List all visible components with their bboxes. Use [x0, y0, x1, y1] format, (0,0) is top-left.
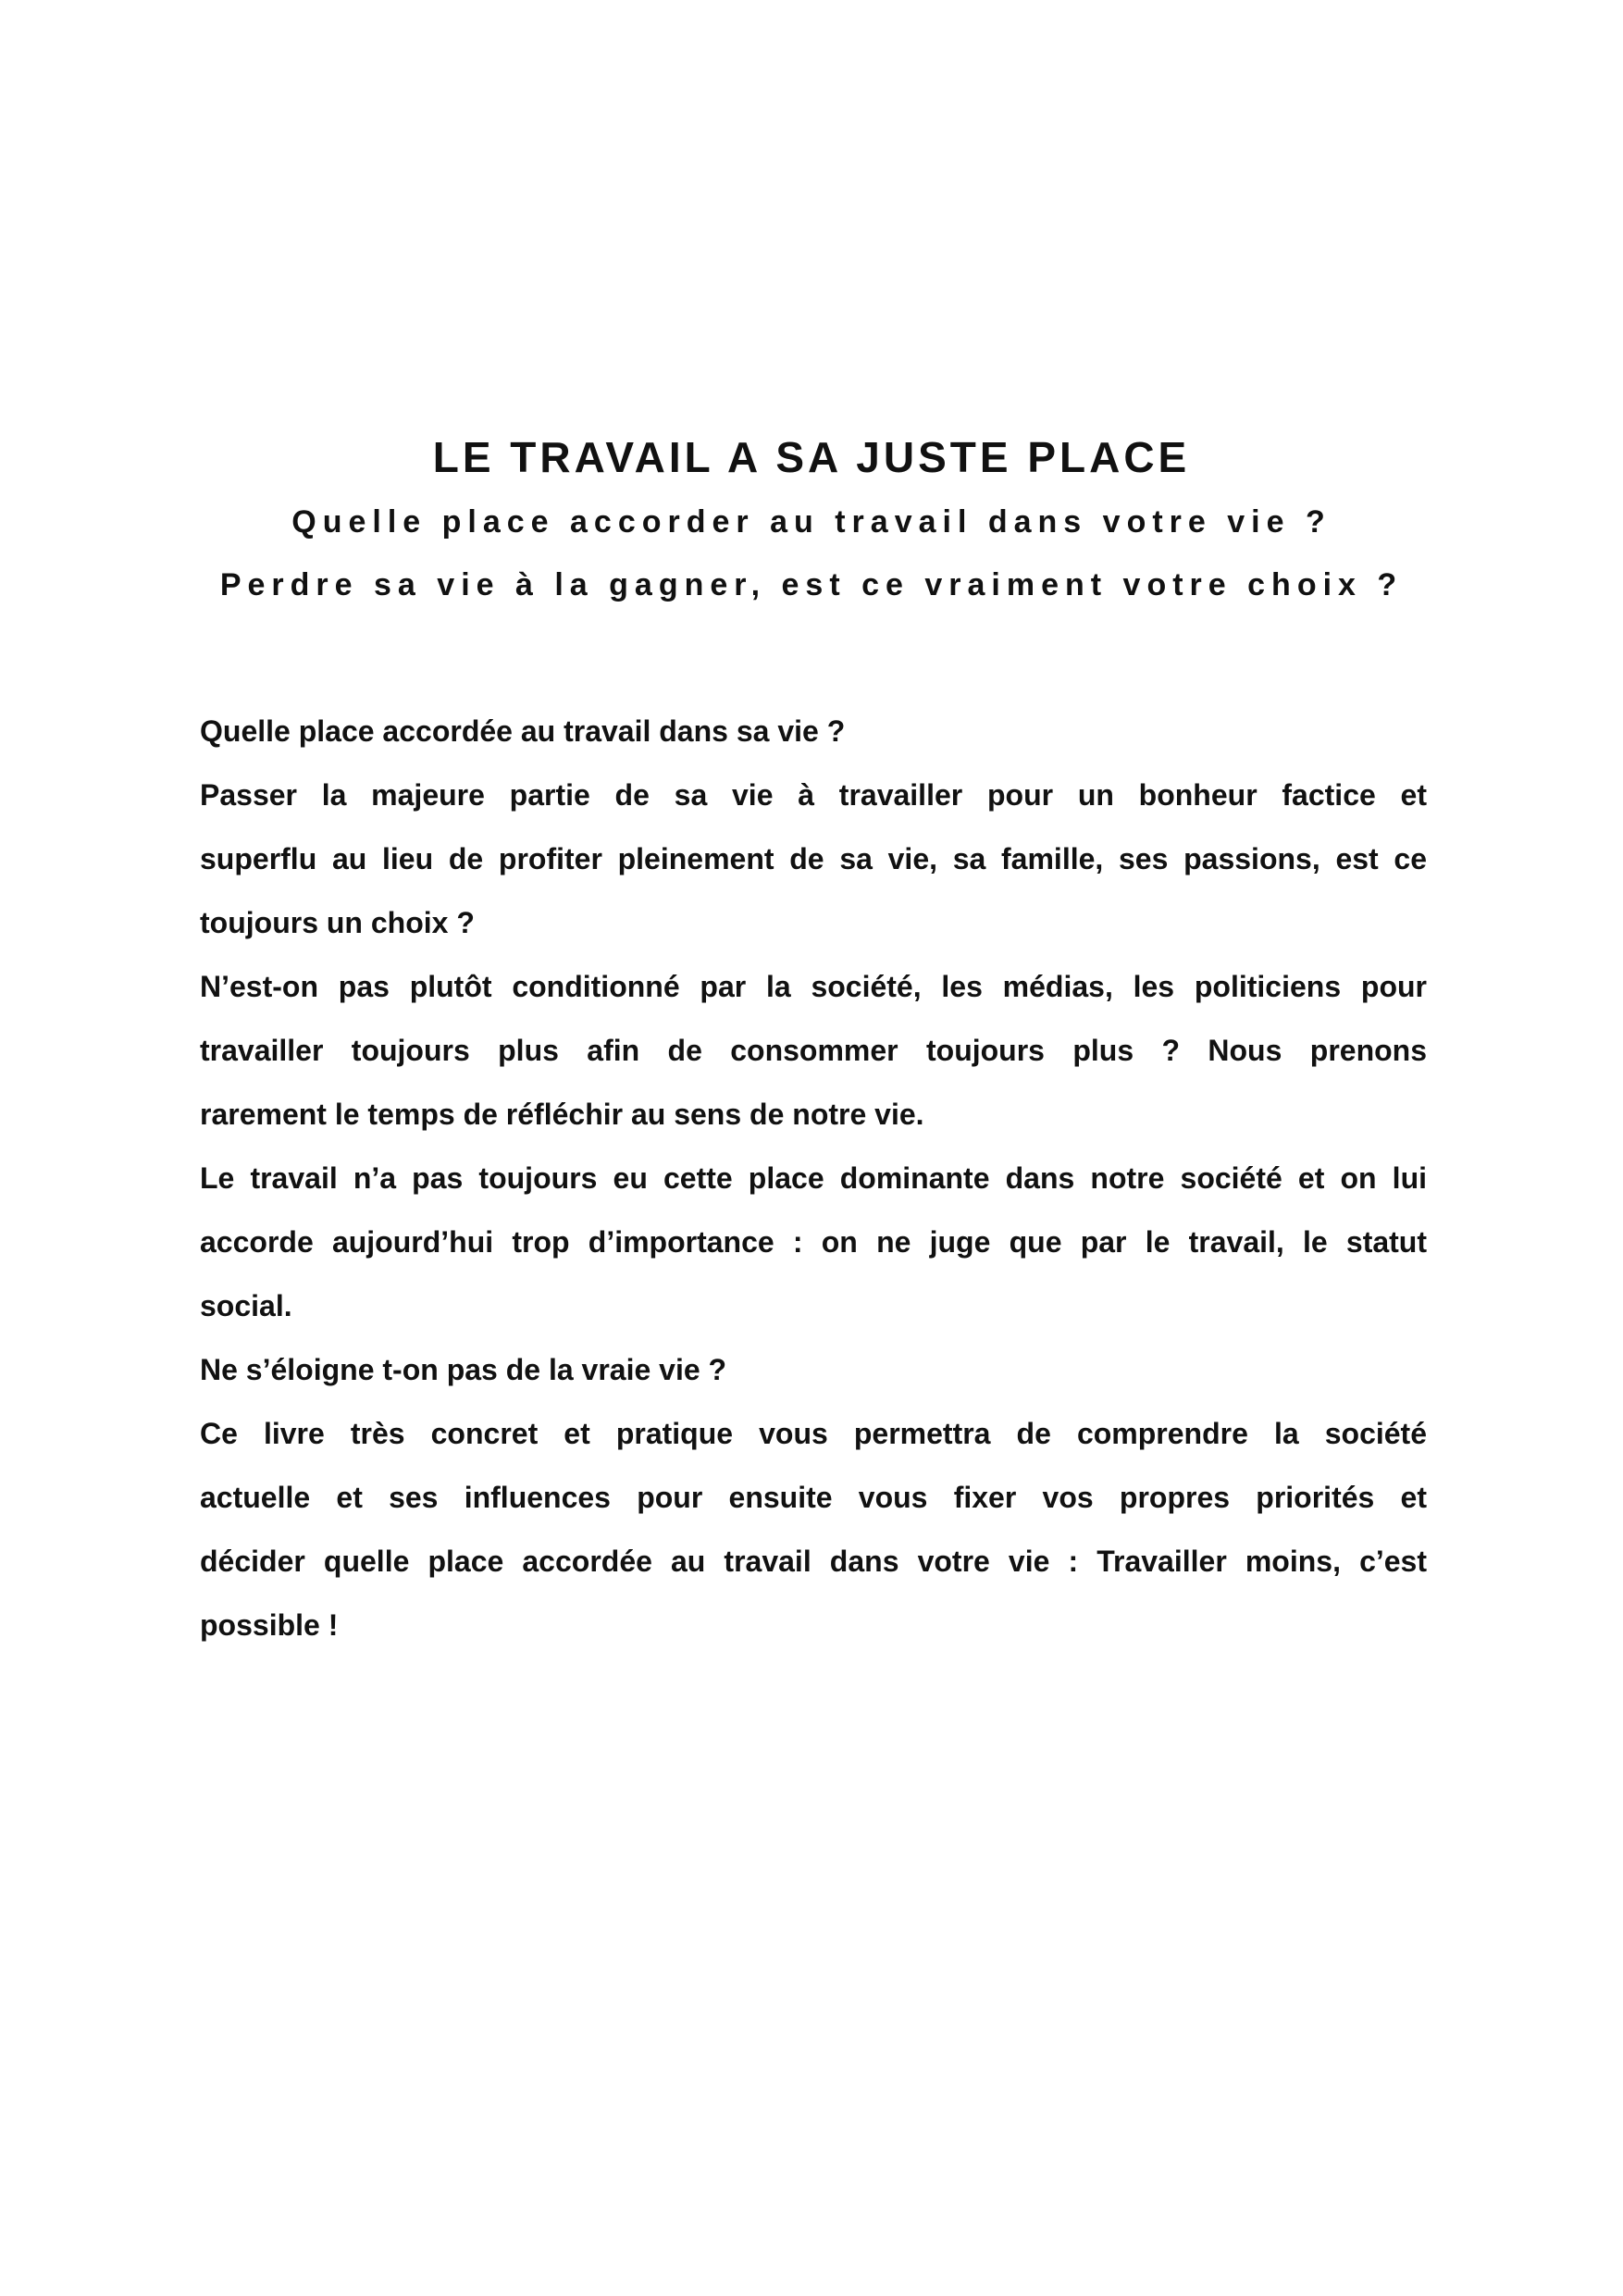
body-line: Passer la majeure partie de sa vie à travailler pour un bonheur factice et — [200, 778, 1427, 812]
body-line: actuelle et ses influences pour ensuite vous fixer vos propres priorités et — [200, 1481, 1427, 1514]
body-line: Le travail n’a pas toujours eu cette place dominante dans notre société et on lui — [200, 1161, 1427, 1195]
document-title: LE TRAVAIL A SA JUSTE PLACE — [432, 433, 1191, 481]
body-line: travailler toujours plus afin de consommer toujours plus ? Nous prenons — [200, 1034, 1427, 1067]
body-line: toujours un choix ? — [200, 906, 475, 939]
body-line: accorde aujourd’hui trop d’importance : on ne juge que par le travail, le statut — [200, 1225, 1427, 1259]
document-subtitle-1: Quelle place accorder au travail dans votre vie ? — [291, 504, 1332, 540]
body-line: possible ! — [200, 1608, 339, 1642]
body-line: N’est-on pas plutôt conditionné par la société, les médias, les politiciens pour — [200, 970, 1427, 1003]
body-line: Ne s’éloigne t-on pas de la vraie vie ? — [200, 1353, 727, 1386]
document-header — [0, 428, 1623, 607]
body-line: rarement le temps de réfléchir au sens de notre vie. — [200, 1098, 924, 1131]
body-line: superflu au lieu de profiter pleinement de sa vie, sa famille, ses passions, est ce — [200, 842, 1427, 875]
document-body — [200, 700, 1427, 1657]
body-line: Quelle place accordée au travail dans sa vie ? — [200, 714, 846, 748]
body-line: Ce livre très concret et pratique vous permettra de comprendre la société — [200, 1417, 1427, 1450]
document-subtitle-2: Perdre sa vie à la gagner, est ce vraiment votre choix ? — [219, 567, 1404, 602]
body-line: social. — [200, 1289, 292, 1322]
body-line: décider quelle place accordée au travail dans votre vie : Travailler moins, c’est — [200, 1545, 1427, 1578]
